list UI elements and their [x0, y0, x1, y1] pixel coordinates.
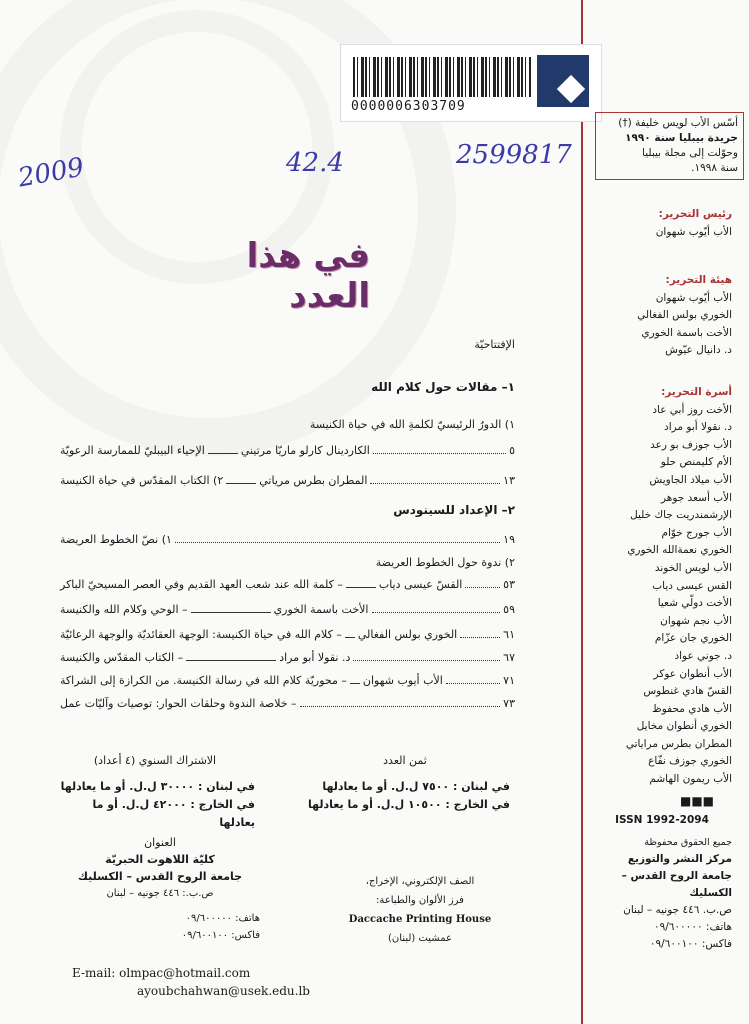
sidebar-name: الأب أيّوب شهوان	[655, 225, 732, 238]
founder-line: جريدة بيبليا سنة ١٩٩٠	[625, 132, 738, 144]
email-label: E-mail:	[72, 966, 116, 980]
printing-house: Daccache Printing House	[348, 914, 492, 925]
toc-entry-title: – محوريّة كلام الله في رسالة الكنيسة. من الكرازة إلى الشراكة	[60, 674, 347, 687]
toc-entry-title: الإحياء البيبليّ للممارسة الرعويّة	[60, 444, 205, 457]
sidebar-chief	[592, 206, 732, 241]
column-divider	[581, 0, 583, 1024]
sidebar-name: الأب جورج خوّام	[661, 526, 732, 539]
sidebar-name: الأم كليمنص حلو	[660, 456, 732, 469]
sidebar-name: المطران بطرس مراياتي	[625, 737, 732, 750]
sidebar-name: الأب ميلاد الجاويش	[649, 473, 732, 486]
separator-stars: ■■■	[680, 794, 715, 808]
toc-entry	[60, 533, 515, 546]
sidebar-label: أسرة التحرير:	[661, 386, 732, 398]
page-title: في هذا العدد	[246, 236, 370, 316]
sidebar-name: الخوري نعمةالله الخوري	[627, 544, 732, 557]
subscription-abroad: في الخارج : ٤٢٠٠٠ ل.ل. أو ما يعادلها	[92, 798, 255, 829]
sidebar-name: الأب أنطوان عوكر	[653, 667, 732, 680]
email-link[interactable]: olmpac@hotmail.com	[119, 966, 251, 980]
toc-entry-title: – كلام الله في حياة الكنيسة: الوجهة العقائديّة والوجهة الرعائيّة	[60, 628, 342, 641]
toc-entry: ١) الدورُ الرئيسيّ لكلمةِ الله في حياة الكنيسة	[309, 418, 515, 431]
sidebar-label: رئيس التحرير:	[658, 208, 732, 220]
email-block	[72, 964, 310, 1000]
sidebar-board	[592, 272, 732, 360]
toc-entry-page: ٧١	[503, 674, 515, 687]
distribution-po: ص.ب. ٤٤٦ جونيه – لبنان	[623, 904, 732, 916]
sidebar-name: الأب جوزف بو رعد	[650, 438, 732, 451]
sidebar-name: الخوري جان عزّام	[654, 632, 732, 645]
sidebar-name: د. نقولا أبو مراد	[664, 421, 732, 434]
toc-entry-author: الخوري بولس الفغالي	[357, 628, 458, 641]
handwritten-accession: 2599817	[456, 140, 572, 170]
toc-entry	[60, 603, 515, 616]
sidebar-name: الأخت دولّي شعيا	[657, 597, 732, 610]
toc-section-2: ٢– الإعداد للسينودس	[393, 503, 515, 517]
sidebar-label: هيئة التحرير:	[665, 274, 732, 286]
barcode-bars	[353, 57, 531, 97]
sidebar-name: الأب ريمون الهاشم	[649, 773, 732, 786]
toc-entry-author: القسّ عيسى دياب	[378, 578, 463, 591]
subscription-lebanon: في لبنان : ٣٠٠٠٠ ل.ل. أو ما يعادلها	[60, 780, 255, 793]
toc-entry-page: ٧٣	[503, 697, 515, 710]
email-link[interactable]: ayoubchahwan@usek.edu.lb	[137, 984, 310, 998]
toc-entry-page: ١٩	[503, 533, 515, 546]
printing-line2: فرز الألوان والطباعة:	[376, 895, 464, 906]
sidebar-name: الأخت روز أبي عاد	[652, 403, 732, 416]
sidebar-name: القس عيسى دياب	[652, 579, 732, 592]
toc-section-1: ١– مقالات حول كلام الله	[371, 380, 515, 394]
barcode-number: 0000006303709	[351, 99, 466, 114]
distribution-name: جامعة الروح القدس – الكسليك	[621, 870, 732, 899]
sidebar-name: الأب أيّوب شهوان	[655, 291, 732, 304]
sidebar-name: الإرشمندريت جاك خليل	[630, 509, 732, 522]
founder-box	[595, 112, 744, 180]
toc-entry-page: ٦٧	[503, 651, 515, 664]
sidebar-name: د. جوني عواد	[674, 649, 732, 662]
sidebar-distribution	[592, 834, 732, 953]
sidebar-family	[592, 384, 732, 789]
barcode-label	[340, 44, 602, 122]
toc-entry	[60, 474, 515, 487]
toc-entry: ٢) ندوة حول الخطوط العريضة	[375, 556, 515, 569]
toc-entry	[60, 444, 515, 457]
subscription-block	[55, 752, 255, 832]
toc-entry-author: الكاردينال كارلو ماريّا مرتيني	[240, 444, 370, 457]
sidebar-name: الخوري بولس الفغالي	[637, 309, 732, 322]
toc-entry-page: ٥٩	[503, 603, 515, 616]
sidebar-name: الخوري أنطوان مخايل	[636, 720, 732, 733]
sidebar-name: القسّ هادي غنطوس	[643, 685, 732, 698]
price-block	[300, 752, 510, 814]
address-line1: كليّة اللاهوت الحبريّة	[105, 853, 215, 866]
toc-entry-title: ٢) الكتاب المقدّس في حياة الكنيسة	[60, 474, 224, 487]
toc-entry-author: د. نقولا أبو مراد	[279, 651, 351, 664]
library-logo-icon	[537, 55, 589, 107]
price-abroad: في الخارج : ١٠٥٠٠ ل.ل. أو ما يعادلها	[308, 798, 510, 811]
printing-place: عمشيت (لبنان)	[388, 933, 452, 944]
toc-entry-title: – الكتاب المقدّس والكنيسة	[60, 651, 184, 664]
address-block	[60, 834, 260, 944]
rights-text: جميع الحقوق محفوظة	[644, 837, 732, 848]
toc-entry	[60, 578, 515, 591]
distribution-fax: فاكس: ٠٩/٦٠٠١٠٠	[649, 938, 732, 950]
address-tel: هاتف: ٠٩/٦٠٠٠٠٠	[185, 913, 260, 924]
address-label: العنوان	[144, 836, 176, 849]
toc-entry-title: – خلاصة الندوة وحلقات الحوار: توصيات وآليّات عمل	[60, 697, 297, 710]
toc-entry-title: – كلمة الله عند شعب العهد القديم وفي العصر المسيحيّ الباكر	[60, 578, 343, 591]
sidebar-name: الأب هادي محفوظ	[652, 702, 732, 715]
founder-line: أسّس الأب لويس خليفة (†)	[618, 117, 738, 129]
address-fax: فاكس: ٠٩/٦٠٠١٠٠	[181, 930, 260, 941]
sidebar-name: الأب نجم شهوان	[660, 614, 732, 627]
toc-entry-author: الأب أيوب شهوان	[362, 674, 443, 687]
founder-line: وحوّلت إلى مجلة بيبليا	[642, 147, 738, 159]
sidebar-name: الأب لويس الخوند	[654, 561, 732, 574]
toc-intro: الإفتتاحيّة	[474, 338, 515, 351]
distribution-tel: هاتف: ٠٩/٦٠٠٠٠٠	[653, 921, 732, 933]
price-label: ثمن العدد	[383, 754, 427, 767]
printing-line1: الصف الإلكتروني، الإخراج،	[365, 876, 475, 887]
toc-entry	[60, 628, 515, 641]
address-po: ص.ب.: ٤٤٦ جونيه – لبنان	[106, 888, 214, 899]
sidebar-name: الأب أسعد جوهر	[660, 491, 732, 504]
founder-line: سنة ١٩٩٨.	[691, 162, 738, 174]
toc-entry-author: الأخت باسمة الخوري	[273, 603, 369, 616]
issn: ISSN 1992-2094	[615, 814, 709, 826]
sidebar-name: د. دانيال عيّوش	[665, 344, 732, 357]
handwritten-year: 2009	[15, 152, 87, 194]
sidebar-name: الأخت باسمة الخوري	[641, 326, 732, 339]
toc-entry-title: – الوحي وكلام الله والكنيسة	[60, 603, 188, 616]
price-lebanon: في لبنان : ٧٥٠٠ ل.ل. أو ما يعادلها	[322, 780, 510, 793]
toc-entry	[60, 697, 515, 710]
toc-entry-author: المطران بطرس مرياتي	[259, 474, 368, 487]
printing-block	[340, 872, 500, 948]
subscription-label: الاشتراك السنوي (٤ أعداد)	[93, 754, 217, 767]
address-line2: جامعة الروح القدس – الكسليك	[77, 870, 243, 883]
toc-entry-page: ١٣	[503, 474, 515, 487]
toc-entry	[60, 674, 515, 687]
toc-entry-page: ٦١	[503, 628, 515, 641]
sidebar-name: الخوري جوزف نفّاع	[648, 755, 732, 768]
toc-entry-page: ٥	[509, 444, 515, 457]
toc-entry-page: ٥٣	[503, 578, 515, 591]
handwritten-classification: 42.4	[286, 148, 344, 178]
toc-entry	[60, 651, 515, 664]
toc-entry-title: ١) نصّ الخطوط العريضة	[60, 533, 172, 546]
distribution-title: مركز النشر والتوزيع	[627, 853, 732, 865]
